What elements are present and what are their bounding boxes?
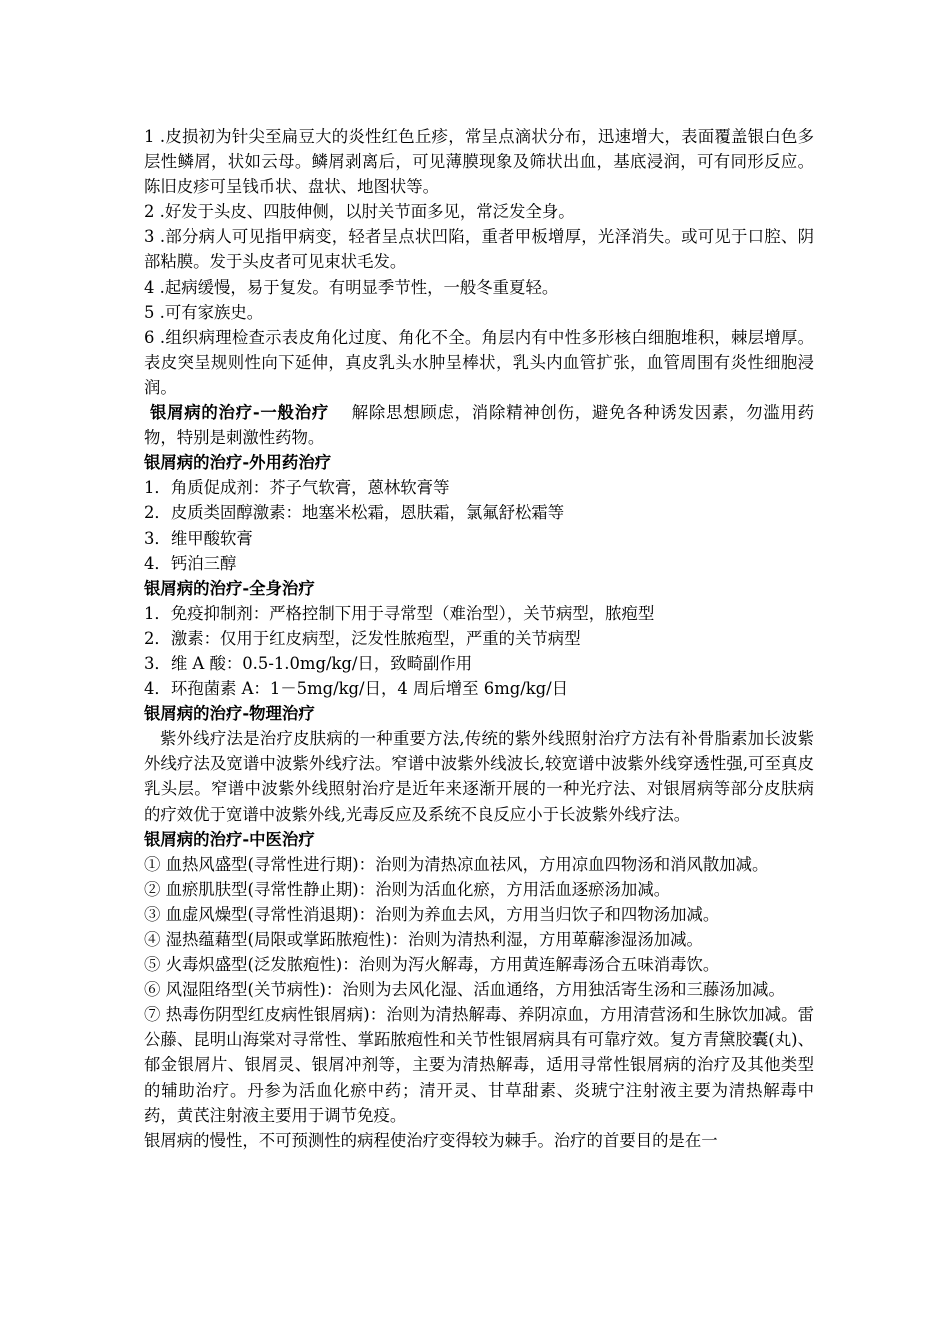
physical-treatment-heading: 银屑病的治疗-物理治疗 (144, 704, 315, 724)
topical-item-1: 1．角质促成剂：芥子气软膏，蒽林软膏等 (144, 478, 450, 498)
tcm-item-7: ⑦ 热毒伤阴型红皮病性银屑病)：治则为清热解毒、养阴凉血，方用清营汤和生脉饮加减。雷公藤、昆明山海棠对寻常性、掌跖脓疱性和关节性银屑病具有可靠疗效。复方青黛胶囊(丸)、郁金银屑片、银屑灵、银屑冲剂等，主要为清热解毒，适用寻常性银屑病的治疗及其他类型的辅助治疗。丹参为活血化瘀中药；清开灵、甘草甜素、炎琥宁注射液主要为清热解毒中药，黄芪注射液主要用于调节免疫。 (144, 1005, 814, 1125)
diagnosis-item-4: 4 .起病缓慢，易于复发。有明显季节性，一般冬重夏轻。 (144, 277, 559, 297)
tcm-item-1: ① 血热风盛型(寻常性进行期)：治则为清热凉血祛风，方用凉血四物汤和消风散加减。 (144, 854, 769, 874)
tcm-item-6: ⑥ 风湿阻络型(关节病性)：治则为去风化湿、活血通络，方用独活寄生汤和三藤汤加减。 (144, 980, 785, 1000)
diagnosis-item-1: 1 .皮损初为针尖至扁豆大的炎性红色丘疹，常呈点滴状分布，迅速增大，表面覆盖银白色多层性鳞屑，状如云母。鳞屑剥离后，可见薄膜现象及筛状出血，基底浸润，可有同形反应。陈旧皮疹可呈钱币状、盘状、地图状等。 (144, 127, 814, 197)
systemic-item-1: 1．免疫抑制剂：严格控制下用于寻常型（难治型），关节病型，脓疱型 (144, 603, 655, 623)
topical-item-4: 4．钙泊三醇 (144, 553, 237, 573)
topical-item-2: 2．皮质类固醇激素：地塞米松霜，恩肤霜，氯氟舒松霜等 (144, 503, 565, 523)
physical-treatment-text: 紫外线疗法是治疗皮肤病的一种重要方法,传统的紫外线照射治疗方法有补骨脂素加长波紫外线疗法及宽谱中波紫外线疗法。窄谱中波紫外线波长,较宽谱中波紫外线穿透性强,可至真皮乳头层。窄谱中波紫外线照射治疗是近年来逐渐开展的一种光疗法、对银屑病等部分皮肤病的疗效优于宽谱中波紫外线,光毒反应及系统不良反应小于长波紫外线疗法。 (144, 729, 814, 824)
systemic-item-3: 3．维 A 酸：0.5-1.0mg/kg/日，致畸副作用 (144, 653, 473, 673)
general-treatment-heading: 银屑病的治疗-一般治疗 (149, 403, 330, 423)
closing-paragraph: 银屑病的慢性，不可预测性的病程使治疗变得较为棘手。治疗的首要目的是在一 (144, 1130, 718, 1150)
general-treatment-text: 解除思想顾虑，消除精神创伤，避免各种诱发因素，勿滥用药物，特别是刺激性药物。 (144, 403, 814, 448)
systemic-item-2: 2．激素：仅用于红皮病型，泛发性脓疱型，严重的关节病型 (144, 628, 581, 648)
diagnosis-item-2: 2 .好发于头皮、四肢伸侧，以肘关节面多见，常泛发全身。 (144, 202, 575, 222)
tcm-item-4: ④ 湿热蕴藉型(局限或掌跖脓疱性)：治则为清热利湿，方用萆薢渗湿汤加减。 (144, 930, 703, 949)
document-page (144, 124, 814, 1153)
topical-item-3: 3．维甲酸软膏 (144, 528, 253, 548)
topical-treatment-heading: 银屑病的治疗-外用药治疗 (144, 453, 332, 473)
diagnosis-item-3: 3 .部分病人可见指甲病变，轻者呈点状凹陷，重者甲板增厚，光泽消失。或可见于口腔、阴部粘膜。发于头皮者可见束状毛发。 (144, 227, 814, 272)
general-treatment-paragraph (144, 400, 814, 450)
tcm-item-2: ② 血瘀肌肤型(寻常性静止期)：治则为活血化瘀，方用活血逐瘀汤加减。 (144, 879, 671, 899)
diagnosis-item-6: 6 .组织病理检查示表皮角化过度、角化不全。角层内有中性多形核白细胞堆积，棘层增厚。表皮突呈规则性向下延伸，真皮乳头水肿呈棒状，乳头内血管扩张，血管周围有炎性细胞浸润。 (144, 327, 814, 397)
tcm-treatment-heading: 银屑病的治疗-中医治疗 (144, 829, 315, 849)
systemic-item-4: 4．环孢菌素 A：1－5mg/kg/日，4 周后增至 6mg/kg/日 (144, 679, 569, 699)
tcm-item-3: ③ 血虚风燥型(寻常性消退期)：治则为养血去风，方用当归饮子和四物汤加减。 (144, 904, 720, 924)
systemic-treatment-heading: 银屑病的治疗-全身治疗 (144, 578, 315, 598)
tcm-item-5: ⑤ 火毒炽盛型(泛发脓疱性)：治则为泻火解毒，方用黄连解毒汤合五味消毒饮。 (144, 955, 720, 975)
diagnosis-item-5: 5 .可有家族史。 (144, 302, 264, 322)
